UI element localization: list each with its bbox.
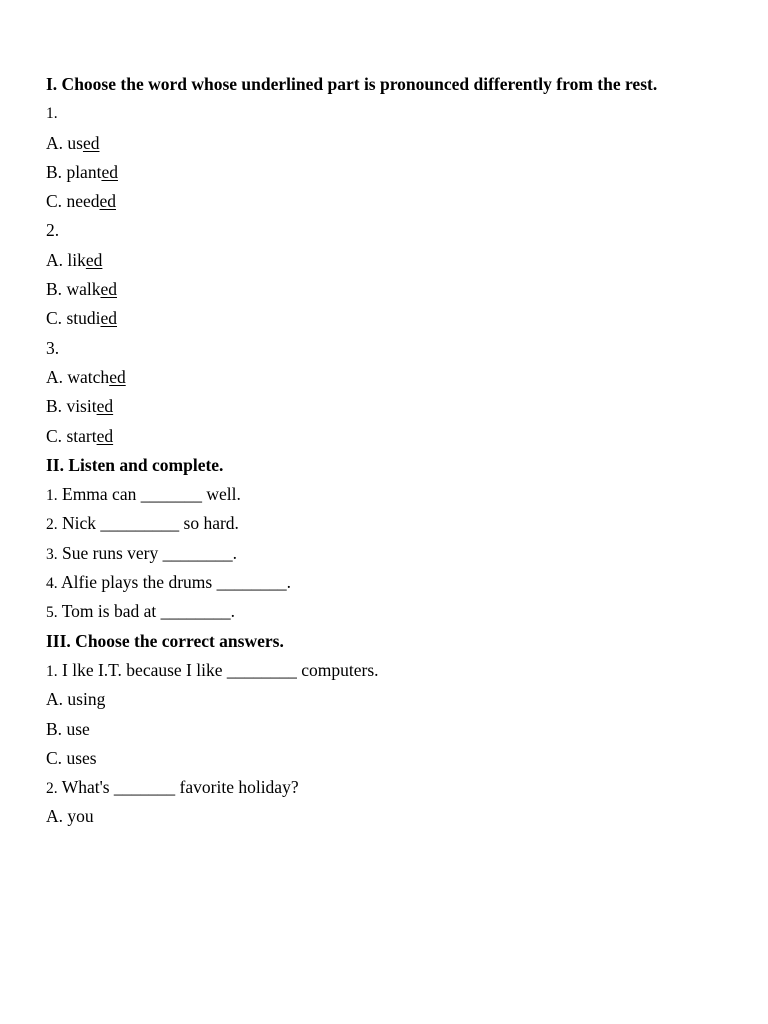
section-2-heading: II. Listen and complete. — [46, 454, 224, 475]
section-1-heading: I. Choose the word whose underlined part is pronounced differently from the rest. — [46, 74, 658, 94]
section-3-heading: III. Choose the correct answers. — [46, 630, 284, 651]
s3-q2-option-a: A. you — [46, 806, 94, 827]
s1-q2-option-c: C. studied — [46, 308, 118, 329]
s1-q3-option-b: B. visited — [46, 396, 114, 417]
s1-q1-option-c: C. needed — [46, 191, 117, 212]
s3-q1-option-b: B. use — [46, 718, 90, 739]
s1-q3-number: 3. — [46, 337, 60, 358]
s3-q2-text: 2. What's _______ favorite holiday? — [46, 777, 299, 798]
s1-q1-option-a: A. used — [46, 132, 100, 153]
s2-item-2: 2. Nick _________ so hard. — [46, 513, 239, 534]
s2-item-3: 3. Sue runs very ________. — [46, 542, 237, 563]
s1-q1-number: 1. — [46, 105, 58, 123]
s1-q2-number: 2. — [46, 220, 60, 241]
s3-q1-text: 1. I lke I.T. because I like ________ computers. — [46, 659, 379, 680]
s1-q2-option-a: A. liked — [46, 249, 103, 270]
s2-item-4: 4. Alfie plays the drums ________. — [46, 572, 291, 593]
s3-q1-option-c: C. uses — [46, 747, 97, 768]
worksheet-page — [46, 70, 746, 832]
s1-q3-option-a: A. watched — [46, 366, 126, 387]
s3-q1-option-a: A. using — [46, 689, 106, 710]
s1-q2-option-b: B. walked — [46, 279, 117, 300]
s2-item-1: 1. Emma can _______ well. — [46, 484, 241, 505]
s1-q3-option-c: C. started — [46, 425, 114, 446]
s1-q1-option-b: B. planted — [46, 161, 118, 182]
s2-item-5: 5. Tom is bad at ________. — [46, 601, 235, 622]
